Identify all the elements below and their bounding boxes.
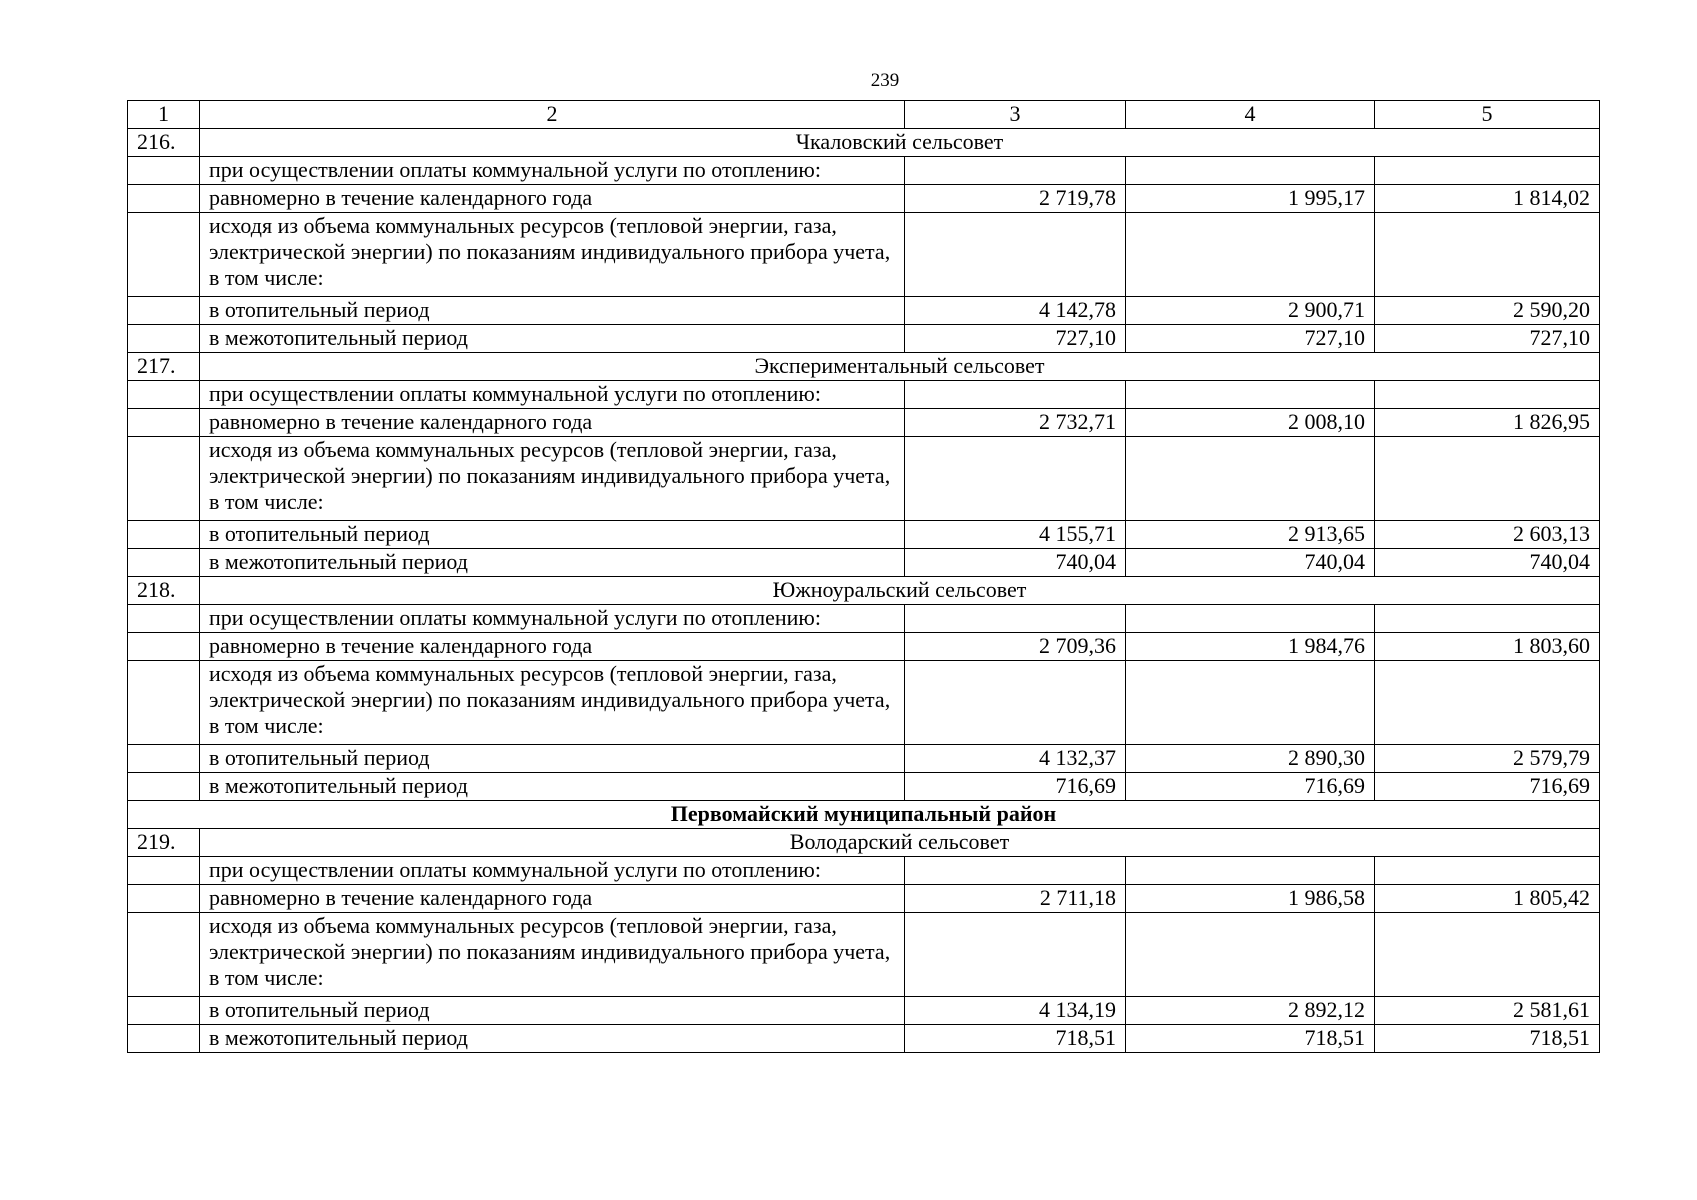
value-cell: 727,10 [1375,325,1600,353]
value-cell: 2 900,71 [1126,297,1375,325]
meter-row [128,661,1600,745]
row-label: в отопительный период [200,997,905,1025]
section-header-row [128,829,1600,857]
empty-cell [905,157,1126,185]
empty-cell [1126,381,1375,409]
uniform-row [128,633,1600,661]
empty-cell [128,437,200,521]
section-index: 216. [128,129,200,157]
value-cell: 1 995,17 [1126,185,1375,213]
empty-cell [1126,437,1375,521]
nonheating-row [128,1025,1600,1053]
empty-cell [128,605,200,633]
row-label: исходя из объема коммунальных ресурсов (тепловой энергии, газа, электрической энергии) по показаниям индивидуального прибора учета, в том числе: [200,437,905,521]
page-number: 239 [870,70,900,91]
row-label: исходя из объема коммунальных ресурсов (тепловой энергии, газа, электрической энергии) по показаниям индивидуального прибора учета, в том числе: [200,213,905,297]
empty-cell [128,885,200,913]
value-cell: 1 814,02 [1375,185,1600,213]
district-row [128,801,1600,829]
row-label: при осуществлении оплаты коммунальной услуги по отоплению: [200,381,905,409]
empty-cell [128,381,200,409]
row-label: в отопительный период [200,297,905,325]
row-label: равномерно в течение календарного года [200,885,905,913]
section-index: 219. [128,829,200,857]
empty-cell [905,213,1126,297]
section-index: 218. [128,577,200,605]
value-cell: 718,51 [905,1025,1126,1053]
empty-cell [128,297,200,325]
header-cell: 4 [1126,101,1375,129]
empty-cell [128,633,200,661]
empty-cell [1375,381,1600,409]
empty-cell [128,745,200,773]
value-cell: 716,69 [1126,773,1375,801]
empty-cell [128,185,200,213]
section-header-row [128,129,1600,157]
row-label: в отопительный период [200,745,905,773]
empty-cell [1375,605,1600,633]
value-cell: 4 134,19 [905,997,1126,1025]
value-cell: 2 581,61 [1375,997,1600,1025]
value-cell: 2 719,78 [905,185,1126,213]
value-cell: 727,10 [905,325,1126,353]
payment-row [128,605,1600,633]
empty-cell [128,661,200,745]
header-cell: 2 [200,101,905,129]
empty-cell [128,1025,200,1053]
header-row [128,101,1600,129]
empty-cell [905,857,1126,885]
empty-cell [128,773,200,801]
value-cell: 1 803,60 [1375,633,1600,661]
empty-cell [1126,605,1375,633]
empty-cell [1375,857,1600,885]
row-label: при осуществлении оплаты коммунальной услуги по отоплению: [200,857,905,885]
empty-cell [128,325,200,353]
empty-cell [1126,857,1375,885]
value-cell: 2 603,13 [1375,521,1600,549]
row-label: в межотопительный период [200,325,905,353]
value-cell: 2 590,20 [1375,297,1600,325]
value-cell: 2 913,65 [1126,521,1375,549]
empty-cell [1375,661,1600,745]
empty-cell [1126,157,1375,185]
empty-cell [128,549,200,577]
value-cell: 1 805,42 [1375,885,1600,913]
empty-cell [128,409,200,437]
empty-cell [1375,437,1600,521]
value-cell: 2 711,18 [905,885,1126,913]
value-cell: 740,04 [1375,549,1600,577]
empty-cell [1375,157,1600,185]
row-label: равномерно в течение календарного года [200,633,905,661]
section-header-row [128,577,1600,605]
header-cell: 5 [1375,101,1600,129]
value-cell: 4 142,78 [905,297,1126,325]
meter-row [128,913,1600,997]
value-cell: 727,10 [1126,325,1375,353]
empty-cell [905,437,1126,521]
section-name: Чкаловский сельсовет [200,129,1600,157]
section-name: Южноуральский сельсовет [200,577,1600,605]
value-cell: 2 890,30 [1126,745,1375,773]
row-label: в межотопительный период [200,1025,905,1053]
payment-row [128,381,1600,409]
empty-cell [128,521,200,549]
header-cell: 3 [905,101,1126,129]
heating-row [128,297,1600,325]
empty-cell [1126,913,1375,997]
empty-cell [905,661,1126,745]
value-cell: 1 826,95 [1375,409,1600,437]
value-cell: 716,69 [1375,773,1600,801]
empty-cell [1126,213,1375,297]
row-label: при осуществлении оплаты коммунальной услуги по отоплению: [200,605,905,633]
empty-cell [128,213,200,297]
row-label: исходя из объема коммунальных ресурсов (тепловой энергии, газа, электрической энергии) по показаниям индивидуального прибора учета, в том числе: [200,913,905,997]
heating-row [128,745,1600,773]
value-cell: 718,51 [1375,1025,1600,1053]
value-cell: 740,04 [905,549,1126,577]
empty-cell [905,605,1126,633]
row-label: при осуществлении оплаты коммунальной услуги по отоплению: [200,157,905,185]
empty-cell [1375,913,1600,997]
empty-cell [128,997,200,1025]
payment-row [128,157,1600,185]
empty-cell [128,913,200,997]
header-cell: 1 [128,101,200,129]
nonheating-row [128,549,1600,577]
value-cell: 4 155,71 [905,521,1126,549]
value-cell: 718,51 [1126,1025,1375,1053]
section-name: Экспериментальный сельсовет [200,353,1600,381]
row-label: в межотопительный период [200,773,905,801]
row-label: равномерно в течение календарного года [200,409,905,437]
meter-row [128,437,1600,521]
row-label: равномерно в течение календарного года [200,185,905,213]
row-label: в межотопительный период [200,549,905,577]
section-header-row [128,353,1600,381]
payment-row [128,857,1600,885]
row-label: в отопительный период [200,521,905,549]
section-index: 217. [128,353,200,381]
district-title: Первомайский муниципальный район [128,801,1600,829]
nonheating-row [128,773,1600,801]
value-cell: 1 986,58 [1126,885,1375,913]
heating-row [128,997,1600,1025]
heating-row [128,521,1600,549]
uniform-row [128,185,1600,213]
value-cell: 1 984,76 [1126,633,1375,661]
empty-cell [1375,213,1600,297]
value-cell: 716,69 [905,773,1126,801]
meter-row [128,213,1600,297]
empty-cell [1126,661,1375,745]
value-cell: 2 709,36 [905,633,1126,661]
uniform-row [128,885,1600,913]
value-cell: 2 732,71 [905,409,1126,437]
nonheating-row [128,325,1600,353]
empty-cell [128,857,200,885]
value-cell: 2 579,79 [1375,745,1600,773]
uniform-row [128,409,1600,437]
empty-cell [905,913,1126,997]
value-cell: 740,04 [1126,549,1375,577]
section-name: Володарский сельсовет [200,829,1600,857]
tariff-table [127,100,1600,1053]
value-cell: 2 008,10 [1126,409,1375,437]
row-label: исходя из объема коммунальных ресурсов (тепловой энергии, газа, электрической энергии) по показаниям индивидуального прибора учета, в том числе: [200,661,905,745]
value-cell: 2 892,12 [1126,997,1375,1025]
empty-cell [128,157,200,185]
empty-cell [905,381,1126,409]
value-cell: 4 132,37 [905,745,1126,773]
